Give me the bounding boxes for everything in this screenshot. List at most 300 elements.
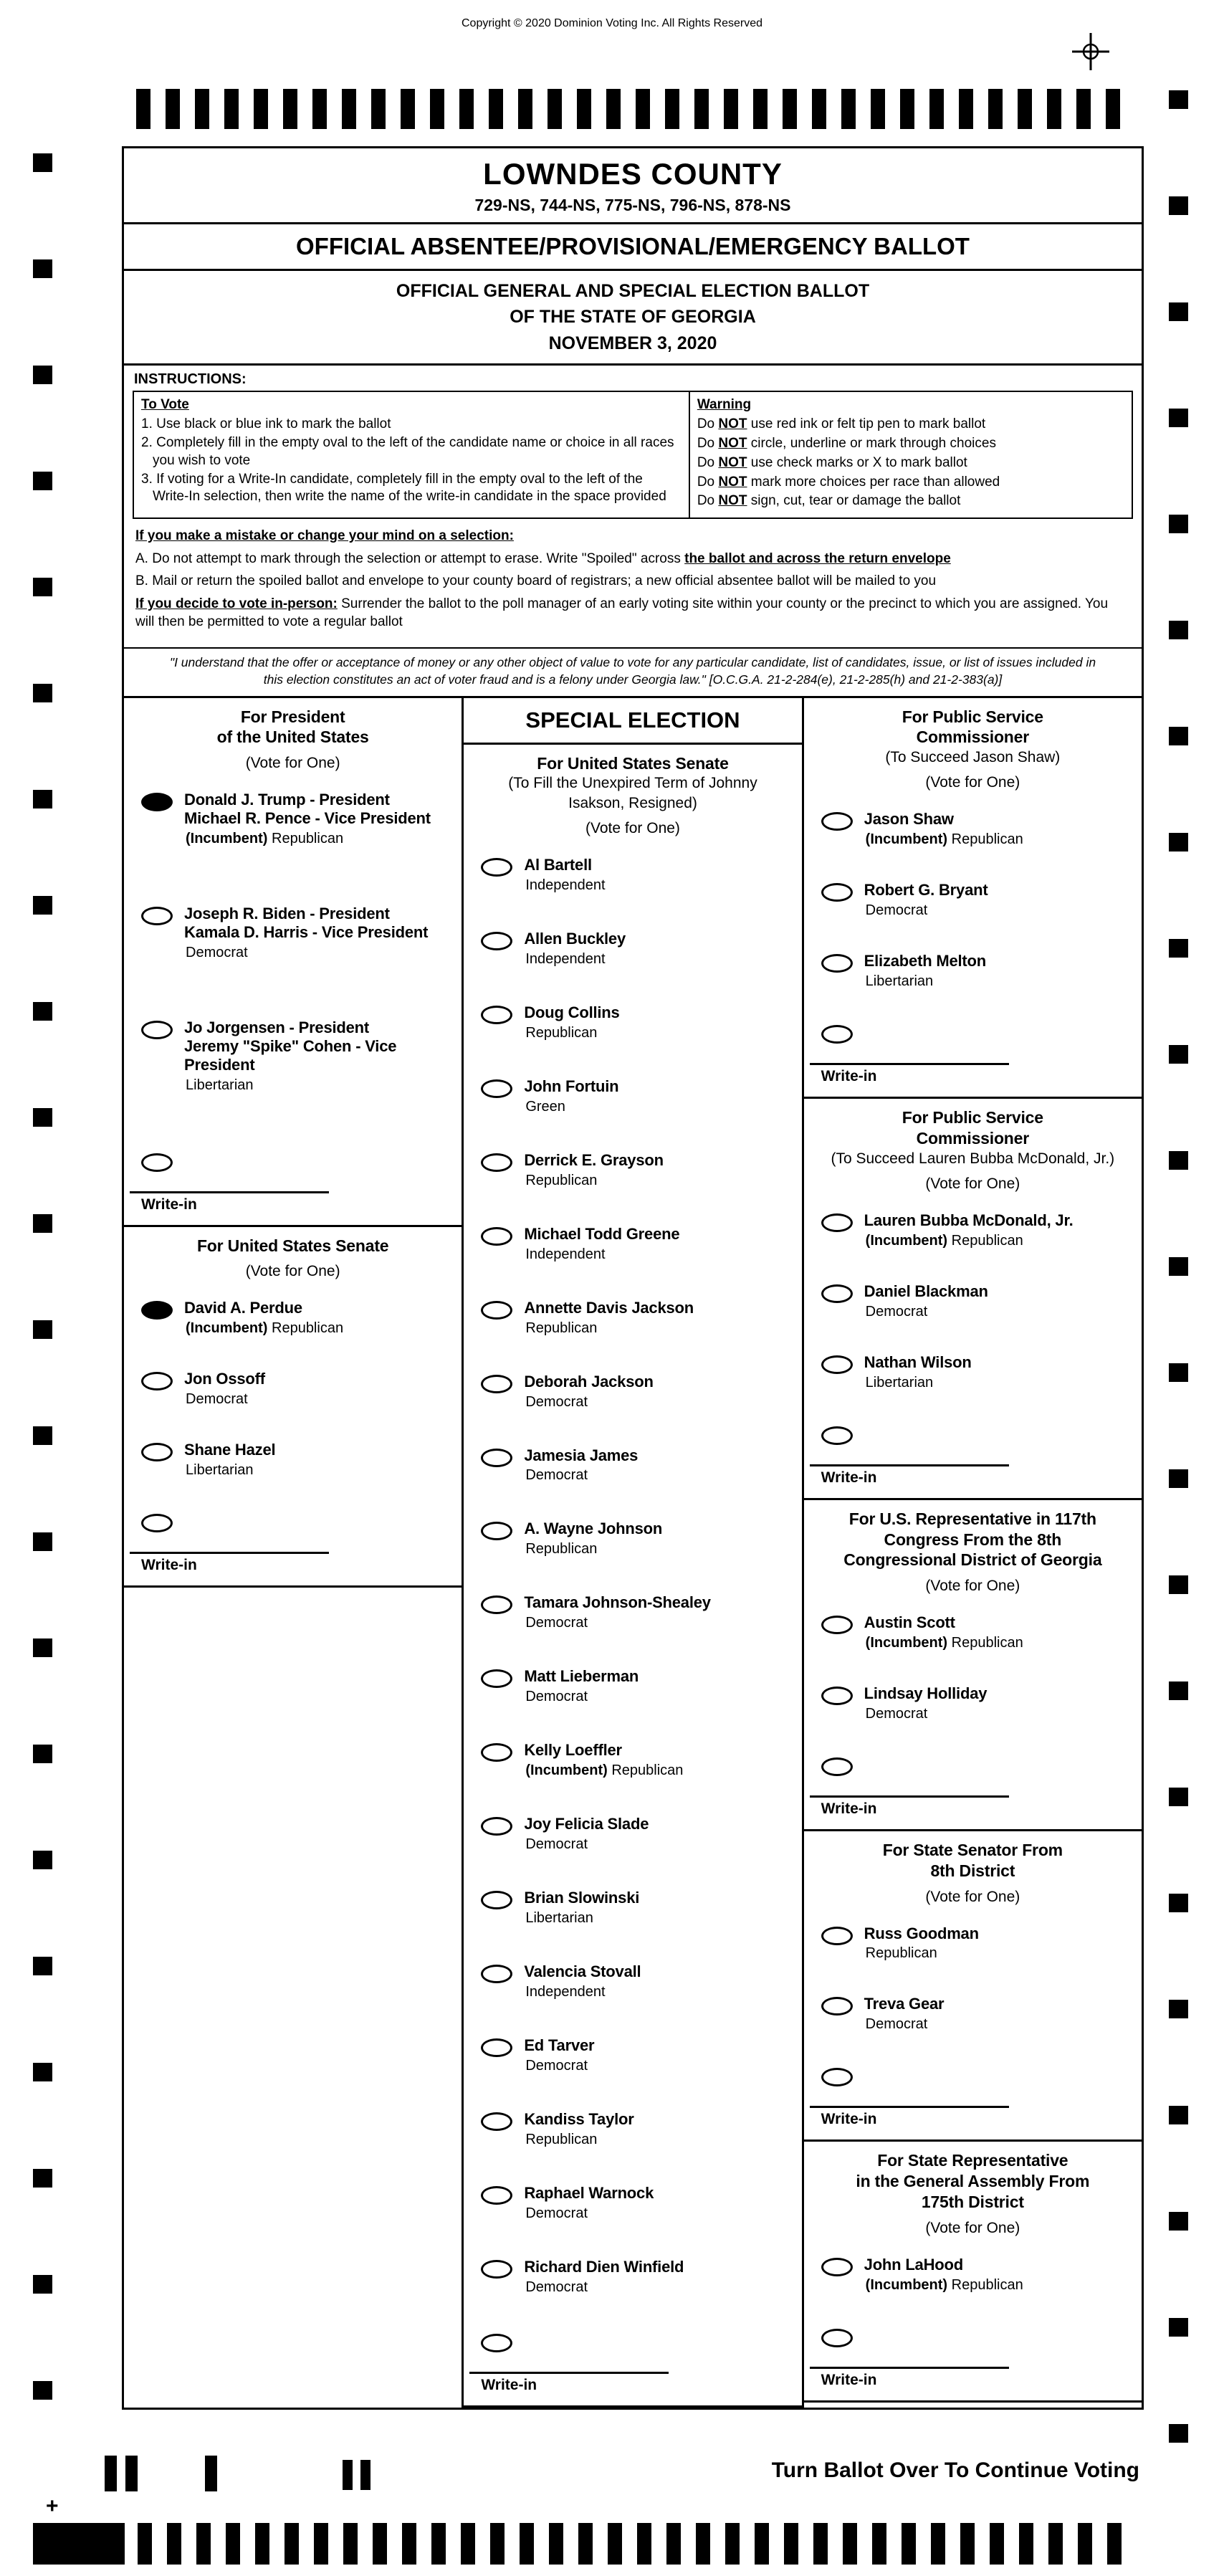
warning-list <box>697 416 1124 510</box>
special-election-banner: SPECIAL ELECTION <box>464 698 801 745</box>
candidate-party <box>864 1304 988 1320</box>
candidate-oval[interactable] <box>821 1284 853 1303</box>
candidate-oval[interactable] <box>141 907 173 925</box>
party-name: Democrat <box>525 1615 588 1631</box>
contest-title: For United States Senate <box>537 753 729 773</box>
contest-title: in the General Assembly From <box>856 2172 1090 2191</box>
candidate-party <box>864 2016 945 2033</box>
party-name: Republican <box>951 2276 1023 2293</box>
party-name: Republican <box>525 2132 598 2148</box>
candidate-party <box>864 1635 1023 1651</box>
candidate-info <box>524 1299 694 1337</box>
ballot-type-title: OFFICIAL ABSENTEE/PROVISIONAL/EMERGENCY BALLOT <box>296 233 970 259</box>
incumbent-label: (Incumbent) <box>186 1320 268 1337</box>
candidate-name: Annette Davis Jackson <box>524 1298 694 1317</box>
candidate-row <box>464 2036 801 2074</box>
to-vote-box <box>133 391 690 519</box>
candidate-party <box>524 1984 641 2000</box>
candidate-oval[interactable] <box>481 1449 512 1467</box>
candidate-info <box>524 2036 594 2074</box>
contest-title: For State Representative <box>877 2151 1068 2170</box>
candidate-row <box>804 1924 1142 1962</box>
candidate-name: Shane Hazel <box>184 1441 276 1459</box>
write-in-section <box>804 2106 1142 2135</box>
candidate-info <box>524 856 605 894</box>
candidate-name: John LaHood <box>864 2255 963 2274</box>
contest-column-3 <box>802 698 1142 2408</box>
write-in-oval-row <box>804 1755 1142 1780</box>
candidate-info <box>864 952 986 990</box>
write-in-section <box>804 1063 1142 1092</box>
party-name: Republican <box>951 831 1023 848</box>
warning-item <box>697 492 1124 510</box>
precinct-list: 729-NS, 744-NS, 775-NS, 796-NS, 878-NS <box>474 196 791 214</box>
timing-marks-right <box>1169 90 1188 2470</box>
to-vote-list <box>141 416 682 505</box>
candidate-oval[interactable] <box>481 1595 512 1614</box>
party-name: Republican <box>525 1320 598 1336</box>
candidate-oval[interactable] <box>821 1927 853 1945</box>
mistake-item-a-emphasis: the ballot and across the return envelope <box>684 550 951 566</box>
candidate-row <box>804 2256 1142 2294</box>
contest <box>804 2142 1142 2402</box>
instructions-label: INSTRUCTIONS: <box>134 371 247 387</box>
warning-item <box>697 416 1124 434</box>
to-vote-item: 2. Completely fill in the empty oval to the left of the candidate name or choice in all races you wish to vote <box>141 435 674 468</box>
write-in-oval[interactable] <box>821 1025 853 1044</box>
candidate-oval[interactable] <box>481 1743 512 1762</box>
candidate-party <box>184 945 428 961</box>
candidate-party <box>524 1099 618 1115</box>
contest <box>124 1227 462 1588</box>
candidate-party <box>184 1462 275 1479</box>
candidate-info <box>184 1019 462 1094</box>
party-name: Democrat <box>525 1467 588 1484</box>
candidate-name: Kamala D. Harris - Vice President <box>184 922 429 941</box>
candidate-info <box>864 2256 1023 2294</box>
candidate-oval[interactable] <box>821 1213 853 1232</box>
candidate-oval[interactable] <box>481 1079 512 1098</box>
contest-header <box>804 1500 1142 1598</box>
candidate-name: Joy Felicia Slade <box>524 1815 649 1833</box>
vote-for-instruction: (Vote for One) <box>925 1175 1020 1193</box>
candidate-row <box>804 810 1142 848</box>
contest-area <box>124 696 1142 2408</box>
contest-title: For State Senator From <box>882 1841 1063 1860</box>
party-name: Republican <box>611 1762 684 1779</box>
write-in-oval[interactable] <box>141 1153 173 1172</box>
candidate-oval[interactable] <box>481 2186 512 2205</box>
warning-not-label: NOT <box>718 436 747 452</box>
contest-header <box>464 745 801 840</box>
candidate-party <box>524 1762 683 1779</box>
write-in-label: Write-in <box>141 1557 197 1574</box>
candidate-row <box>464 1225 801 1263</box>
candidate-row <box>464 1299 801 1337</box>
candidate-oval[interactable] <box>141 1443 173 1461</box>
contest-title: of the United States <box>216 728 369 747</box>
warning-do-label: Do <box>697 454 715 470</box>
candidate-info <box>524 1225 679 1263</box>
candidate-oval[interactable] <box>481 1227 512 1246</box>
candidate-party <box>864 902 988 919</box>
candidate-name: Lindsay Holliday <box>864 1684 988 1703</box>
candidate-info <box>184 905 428 961</box>
write-in-section <box>464 2372 801 2401</box>
candidate-info <box>524 930 626 968</box>
mistake-item-b: B. Mail or return the spoiled ballot and envelope to your county board of registrars; a new official absentee ballot will be mailed to you <box>135 573 937 589</box>
candidate-oval[interactable] <box>141 1021 173 1039</box>
write-in-oval[interactable] <box>821 2068 853 2086</box>
candidate-row <box>464 1077 801 1115</box>
vote-for-instruction: (Vote for One) <box>925 774 1020 791</box>
contest-title: Commissioner <box>916 728 1029 747</box>
write-in-oval-row <box>124 1151 462 1175</box>
candidate-info <box>864 881 988 919</box>
candidate-info <box>864 1995 945 2033</box>
candidate-row <box>464 1446 801 1484</box>
candidate-name: Michael R. Pence - Vice President <box>184 809 431 828</box>
candidate-info <box>524 1520 662 1557</box>
candidate-name: Kandiss Taylor <box>524 2110 634 2129</box>
contest-title: For United States Senate <box>196 1236 389 1255</box>
candidate-info <box>864 1353 972 1391</box>
in-person-text: Surrender the ballot to the poll manager of an early voting site within your county or the precinct to which you are assigned. You will then be permitted to vote a regular ballot <box>135 596 1109 629</box>
election-state-line: OF THE STATE OF GEORGIA <box>510 307 756 328</box>
candidate-name: Donald J. Trump - President <box>184 791 390 809</box>
write-in-oval[interactable] <box>821 1757 853 1776</box>
write-in-section <box>804 1795 1142 1825</box>
candidate-oval[interactable] <box>821 1616 853 1634</box>
candidate-info <box>864 1282 988 1320</box>
candidate-info <box>864 1613 1023 1651</box>
write-in-oval-row <box>804 1023 1142 1047</box>
timing-marks-top <box>136 89 1129 129</box>
candidate-oval[interactable] <box>481 1522 512 1540</box>
ballot-id-mark <box>360 2460 370 2490</box>
candidate-info <box>524 1151 664 1189</box>
candidate-oval[interactable] <box>481 1153 512 1172</box>
party-name: Libertarian <box>186 1077 254 1093</box>
candidate-party <box>184 1077 462 1094</box>
party-name: Libertarian <box>186 1462 254 1479</box>
candidate-row <box>804 952 1142 990</box>
vote-for-instruction: (Vote for One) <box>925 2219 1020 2236</box>
warning-not-label: NOT <box>718 493 747 509</box>
candidate-row <box>464 1741 801 1779</box>
write-in-oval[interactable] <box>821 1426 853 1445</box>
candidate-row <box>804 1995 1142 2033</box>
candidate-row <box>464 1815 801 1853</box>
candidate-info <box>524 2184 654 2222</box>
warning-not-label: NOT <box>718 454 747 470</box>
candidate-info <box>184 1370 265 1408</box>
candidate-info <box>184 1441 275 1479</box>
candidate-party <box>524 1394 653 1411</box>
candidate-party <box>864 1375 972 1391</box>
candidate-name: Jamesia James <box>524 1446 639 1464</box>
candidate-row <box>464 1373 801 1411</box>
candidate-row <box>464 930 801 968</box>
candidate-row <box>804 1684 1142 1722</box>
ballot-type-header <box>124 224 1142 271</box>
contest-header <box>804 2142 1142 2239</box>
warning-not-label: NOT <box>718 416 747 432</box>
candidate-oval[interactable] <box>481 932 512 950</box>
party-name: Democrat <box>865 1706 928 1722</box>
candidate-info <box>864 1684 988 1722</box>
ballot-id-mark <box>205 2456 217 2491</box>
oath-text: "I understand that the offer or acceptance of money or any other object of value to vote for any particular candidate, list of candidates, issue, or list of issues included in this election constitutes an act of voter fraud and is a felony under Georgia law." [O.C.G.A. 21-2-284(e), 21-2-285(h) and 21-2-383(a)] <box>124 647 1142 695</box>
contest <box>124 698 462 1227</box>
warning-item-text: circle, underline or mark through choices <box>750 436 996 452</box>
incumbent-label: (Incumbent) <box>865 2276 948 2293</box>
write-in-oval[interactable] <box>821 2329 853 2347</box>
warning-box <box>690 391 1133 519</box>
county-name: LOWNDES COUNTY <box>483 157 783 191</box>
candidate-row <box>464 856 801 894</box>
party-name: Democrat <box>865 2016 928 2033</box>
candidate-name: Raphael Warnock <box>524 2184 654 2203</box>
candidate-row <box>124 905 462 961</box>
party-name: Republican <box>951 1635 1023 1651</box>
to-vote-item: 3. If voting for a Write-In candidate, completely fill in the empty oval to the left of the Write-In selection, then write the name of the write-in candidate in the space provided <box>141 471 666 505</box>
candidate-name: Valencia Stovall <box>524 1962 641 1981</box>
candidate-oval[interactable] <box>481 1817 512 1836</box>
contest-header <box>124 698 462 776</box>
candidate-name: Nathan Wilson <box>864 1353 972 1371</box>
write-in-section <box>124 1552 462 1581</box>
write-in-section <box>804 2367 1142 2396</box>
candidate-name: Doug Collins <box>524 1003 620 1021</box>
contest <box>804 1099 1142 1500</box>
candidate-info <box>524 2110 633 2148</box>
party-name: Democrat <box>865 1303 928 1320</box>
ballot-id-mark <box>105 2456 117 2491</box>
mistake-item-a <box>135 550 1130 568</box>
contest-title: For U.S. Representative in 117th <box>848 1509 1096 1528</box>
candidate-party <box>524 877 605 894</box>
candidate-name: Jason Shaw <box>864 810 954 829</box>
candidate-row <box>464 1667 801 1705</box>
party-name: Republican <box>272 830 344 846</box>
candidate-row <box>124 1299 462 1337</box>
election-header <box>124 271 1142 366</box>
timing-marks-left <box>33 153 52 2411</box>
contest-header <box>804 698 1142 795</box>
candidate-name: Kelly Loeffler <box>524 1741 622 1760</box>
candidate-oval[interactable] <box>821 883 853 902</box>
incumbent-label: (Incumbent) <box>865 831 948 848</box>
candidate-oval[interactable] <box>821 1355 853 1374</box>
candidate-oval[interactable] <box>481 858 512 877</box>
party-name: Independent <box>525 1984 606 2000</box>
candidate-name: Jon Ossoff <box>184 1370 265 1388</box>
warning-item <box>697 474 1124 492</box>
warning-item <box>697 435 1124 453</box>
candidate-oval[interactable] <box>481 1965 512 1983</box>
to-vote-item: 1. Use black or blue ink to mark the ballot <box>141 416 391 432</box>
contest-column-2 <box>462 698 801 2408</box>
candidate-name: Jo Jorgensen - President <box>184 1018 370 1036</box>
write-in-oval[interactable] <box>481 2334 512 2352</box>
candidate-party <box>864 973 986 990</box>
candidate-name: Matt Lieberman <box>524 1667 639 1686</box>
candidate-oval[interactable] <box>481 2038 512 2057</box>
candidate-row <box>124 791 462 847</box>
contest-subtitle: (To Succeed Jason Shaw) <box>885 749 1061 766</box>
write-in-label: Write-in <box>821 1800 877 1818</box>
contest-title: Congressional District of Georgia <box>843 1550 1102 1570</box>
candidate-oval[interactable] <box>821 1687 853 1705</box>
candidate-oval[interactable] <box>821 954 853 973</box>
candidate-oval[interactable] <box>481 2260 512 2279</box>
mistake-heading: If you make a mistake or change your mind on a selection: <box>135 528 514 543</box>
candidate-oval[interactable] <box>821 1997 853 2016</box>
write-in-label: Write-in <box>821 1068 877 1085</box>
warning-do-label: Do <box>697 416 715 432</box>
candidate-party <box>864 2277 1023 2294</box>
candidate-oval[interactable] <box>821 812 853 831</box>
candidate-info <box>524 1373 653 1411</box>
candidate-name: Brian Slowinski <box>524 1889 640 1907</box>
warning-do-label: Do <box>697 474 715 490</box>
incumbent-label: (Incumbent) <box>525 1762 608 1779</box>
candidate-oval[interactable] <box>141 1372 173 1390</box>
candidate-party <box>184 1391 265 1408</box>
party-name: Republican <box>951 1232 1023 1249</box>
write-in-label: Write-in <box>821 2111 877 2128</box>
candidate-oval-filled[interactable] <box>141 1301 173 1320</box>
party-name: Democrat <box>525 2279 588 2295</box>
warning-do-label: Do <box>697 493 715 509</box>
vote-for-instruction: (Vote for One) <box>585 819 680 836</box>
party-name: Libertarian <box>865 973 934 990</box>
candidate-oval[interactable] <box>481 1006 512 1024</box>
candidate-name: David A. Perdue <box>184 1299 302 1317</box>
candidate-info <box>524 1889 639 1927</box>
copyright-text: Copyright © 2020 Dominion Voting Inc. All Rights Reserved <box>461 17 762 29</box>
candidate-party <box>524 1615 711 1631</box>
contest-column-1 <box>124 698 462 2408</box>
candidate-info <box>524 1962 641 2000</box>
candidate-party <box>524 2279 684 2296</box>
contest-title: For Public Service <box>902 1108 1043 1127</box>
contest-header <box>804 1099 1142 1196</box>
contest-title: Congress From the 8th <box>884 1530 1062 1549</box>
candidate-oval[interactable] <box>821 2258 853 2276</box>
candidate-name: Elizabeth Melton <box>864 952 987 970</box>
warning-item-text: use check marks or X to mark ballot <box>750 454 967 470</box>
vote-for-instruction: (Vote for One) <box>245 1263 340 1280</box>
candidate-party <box>864 1706 988 1722</box>
party-name: Republican <box>865 1945 937 1962</box>
vote-for-instruction: (Vote for One) <box>925 1578 1020 1595</box>
write-in-oval-row <box>464 2332 801 2356</box>
candidate-info <box>524 1593 711 1631</box>
candidate-oval[interactable] <box>481 1891 512 1909</box>
candidate-row <box>464 2110 801 2148</box>
candidate-party <box>524 1836 649 1853</box>
candidate-row <box>124 1370 462 1408</box>
candidate-row <box>124 1441 462 1479</box>
instructions-boxes <box>133 391 1133 519</box>
candidate-oval[interactable] <box>481 2112 512 2131</box>
candidate-party <box>524 1541 662 1557</box>
candidate-row <box>464 1962 801 2000</box>
ballot-id-mark <box>343 2460 353 2490</box>
vote-for-instruction: (Vote for One) <box>925 1888 1020 1905</box>
timing-block-bottom-left <box>33 2523 125 2565</box>
candidate-party <box>524 1467 638 1484</box>
contest-title: 8th District <box>930 1861 1015 1880</box>
candidate-info <box>524 1003 619 1041</box>
candidate-name: John Fortuin <box>524 1077 619 1095</box>
party-name: Republican <box>272 1320 344 1337</box>
contest-subtitle: (To Fill the Unexpired Term of Johnny <box>508 775 757 792</box>
party-name: Democrat <box>186 1391 248 1408</box>
write-in-oval-row <box>124 1512 462 1536</box>
contest-subtitle: (To Succeed Lauren Bubba McDonald, Jr.) <box>831 1150 1115 1167</box>
candidate-row <box>464 2184 801 2222</box>
candidate-party <box>524 1025 619 1041</box>
write-in-oval[interactable] <box>141 1514 173 1532</box>
write-in-label: Write-in <box>481 2376 537 2393</box>
mistake-item-a-text: A. Do not attempt to mark through the selection or attempt to erase. Write "Spoiled" across <box>135 550 685 566</box>
incumbent-label: (Incumbent) <box>865 1232 948 1249</box>
candidate-name: Austin Scott <box>864 1613 955 1632</box>
party-name: Democrat <box>865 902 928 919</box>
candidate-oval[interactable] <box>481 1669 512 1688</box>
warning-title: Warning <box>697 396 752 412</box>
ballot-frame <box>122 146 1144 2410</box>
candidate-party <box>184 831 431 847</box>
alignment-plus-mark: + <box>46 2494 59 2518</box>
candidate-info <box>524 1741 683 1779</box>
candidate-party <box>524 1173 664 1189</box>
in-person-label: If you decide to vote in-person: <box>135 596 338 611</box>
write-in-oval-row <box>804 1424 1142 1449</box>
warning-item-text: sign, cut, tear or damage the ballot <box>750 493 961 509</box>
contest-title: Commissioner <box>916 1128 1029 1148</box>
candidate-oval[interactable] <box>481 1301 512 1320</box>
candidate-oval-filled[interactable] <box>141 793 173 811</box>
warning-item-text: use red ink or felt tip pen to mark ballot <box>750 416 986 432</box>
candidate-party <box>524 1689 639 1705</box>
candidate-info <box>524 1446 638 1484</box>
candidate-name: Deborah Jackson <box>524 1372 654 1390</box>
contest-title: For Public Service <box>902 707 1043 726</box>
candidate-name: Joseph R. Biden - President <box>184 904 390 922</box>
party-name: Libertarian <box>865 1374 934 1390</box>
party-name: Democrat <box>525 2205 588 2222</box>
write-in-label: Write-in <box>821 2371 877 2388</box>
mistake-section <box>133 526 1133 641</box>
contest-header <box>124 1227 462 1284</box>
candidate-name: Jeremy "Spike" Cohen - Vice President <box>184 1036 397 1074</box>
in-person-paragraph <box>135 596 1130 631</box>
candidate-oval[interactable] <box>481 1375 512 1393</box>
contest <box>804 698 1142 1099</box>
warning-item <box>697 454 1124 472</box>
contest <box>804 1500 1142 1831</box>
candidate-row <box>464 1889 801 1927</box>
candidate-party <box>864 831 1023 848</box>
candidate-party <box>524 1910 639 1927</box>
party-name: Independent <box>525 877 606 893</box>
party-name: Green <box>525 1098 565 1115</box>
candidate-row <box>804 1613 1142 1651</box>
